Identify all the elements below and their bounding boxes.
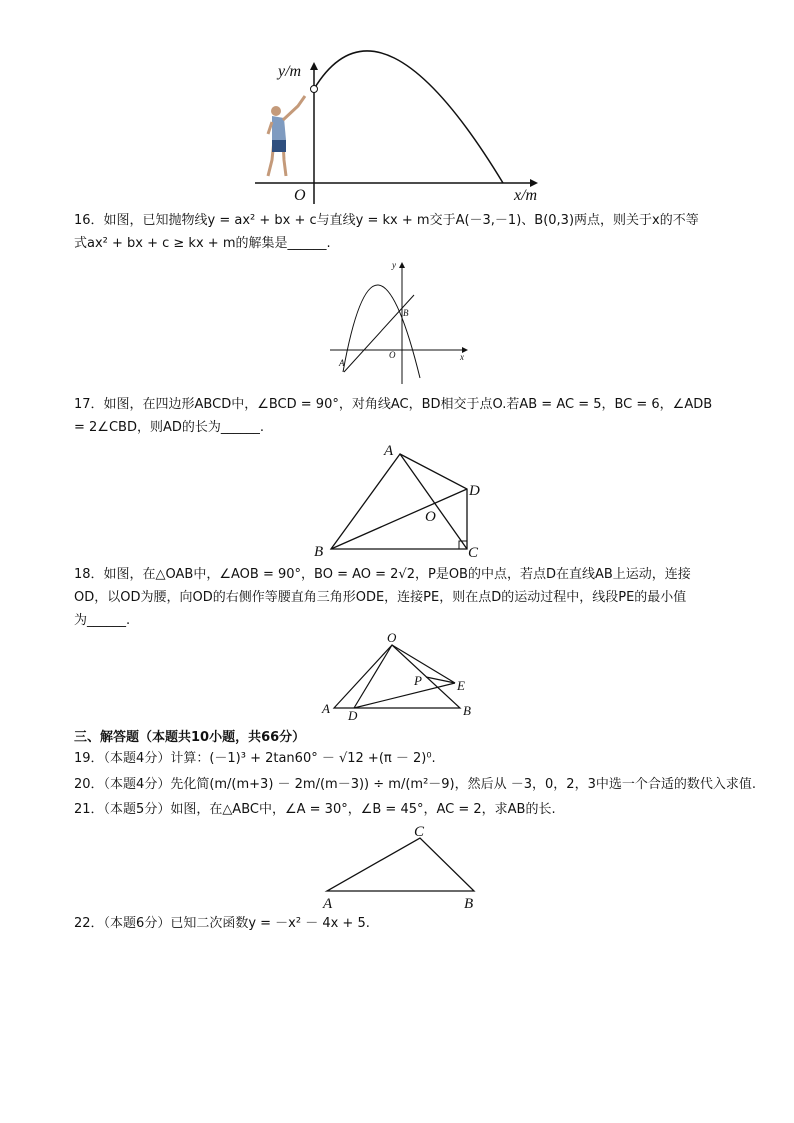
y-axis-label: y/m [278, 63, 302, 80]
label-D: D [348, 708, 358, 723]
q16-text-line2: 式ax² + bx + c ≥ kx + m的解集是______. [74, 236, 331, 251]
q17-text-line2: = 2∠CBD，则AD的长为______. [74, 420, 264, 435]
label-P: P [414, 673, 422, 688]
label-B: B [403, 308, 409, 318]
label-C: C [414, 824, 425, 840]
q19-text: 19．（本题4分）计算：(－1)³ + 2tan60° － √12 +(π － 2)⁰. [74, 751, 436, 766]
section-heading: 三、解答题（本题共10小题，共66分） [74, 730, 306, 745]
label-O: O [389, 350, 396, 360]
q18-text-line1: 18．如图，在△OAB中，∠AOB = 90°，BO = AO = 2√2，P是OB的中点，若点D在直线AB上运动，连接 [74, 567, 691, 582]
label-A: A [384, 443, 394, 459]
label-B: B [463, 703, 471, 718]
label-A: A [322, 701, 330, 716]
label-y: y [392, 260, 396, 270]
q18-text-line2: OD，以OD为腰，向OD的右侧作等腰直角三角形ODE，连接PE，则在点D的运动过程中，线段PE的最小值 [74, 590, 687, 605]
q18-text-line3: 为______. [74, 613, 131, 628]
label-B: B [464, 896, 474, 912]
label-x: x [460, 352, 464, 362]
q16-text-line1: 16．如图，已知抛物线y = ax² + bx + c与直线y = kx + m交于A(－3,－1)、B(0,3)两点，则关于x的不等 [74, 213, 699, 228]
q20-text: 20．（本题4分）先化简(m/(m+3) － 2m/(m－3)) ÷ m/(m²－9)，然后从 －3，0，2，3中选一个合适的数代入求值. [74, 777, 756, 792]
label-A: A [339, 358, 345, 368]
triangle-ABC [327, 838, 474, 891]
label-E: E [457, 678, 465, 693]
label-A: A [323, 896, 333, 912]
q17-text-line1: 17．如图，在四边形ABCD中，∠BCD = 90°，对角线AC，BD相交于点O.若AB = AC = 5，BC = 6，∠ADB [74, 397, 713, 412]
label-C: C [468, 545, 479, 561]
label-D: D [469, 483, 480, 499]
label-O: O [387, 630, 397, 645]
origin-label: O [294, 187, 306, 204]
x-axis-label: x/m [514, 187, 538, 204]
q22-text: 22．（本题6分）已知二次函数y = －x² － 4x + 5. [74, 916, 370, 931]
label-O: O [425, 509, 436, 525]
q21-text: 21．（本题5分）如图，在△ABC中，∠A = 30°，∠B = 45°，AC = 2，求AB的长. [74, 802, 556, 817]
label-B: B [314, 544, 324, 560]
